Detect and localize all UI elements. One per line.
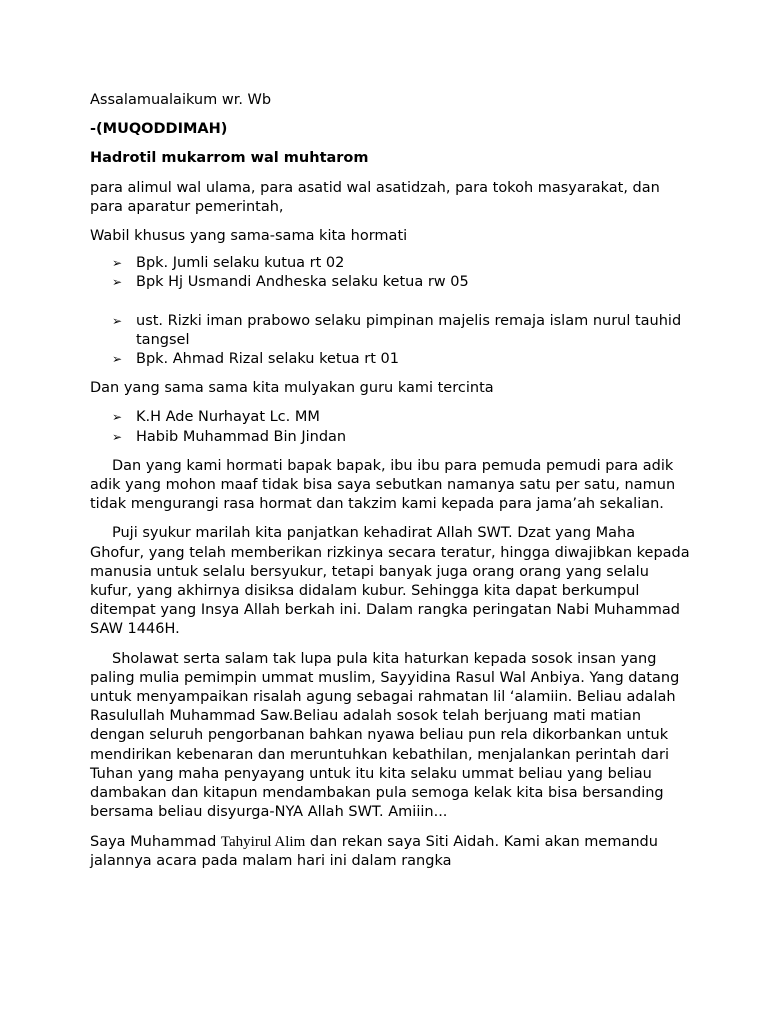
list-item-text: Bpk. Jumli selaku kutua rt 02 <box>136 255 345 272</box>
section-title: -(MUQODDIMAH) <box>90 121 228 138</box>
arrow-bullet-icon: ➢ <box>112 313 123 328</box>
arrow-bullet-icon: ➢ <box>112 256 123 271</box>
address-heading: Hadrotil mukarrom wal muhtarom <box>90 150 369 167</box>
list-item-text: Habib Muhammad Bin Jindan <box>136 428 347 445</box>
special-guest-list-continued <box>90 312 690 370</box>
list-item <box>90 408 690 427</box>
teachers-intro: Dan yang sama sama kita mulyakan guru kami tercinta <box>90 380 494 397</box>
arrow-bullet-icon: ➢ <box>112 429 123 444</box>
list-item <box>90 254 690 273</box>
list-item-text: K.H Ade Nurhayat Lc. MM <box>136 409 320 426</box>
greeting-line: Assalamualaikum wr. Wb <box>90 92 272 108</box>
list-item-text: Bpk. Ahmad Rizal selaku ketua rt 01 <box>136 351 399 368</box>
mc-name: Tahyirul Alim <box>220 833 306 850</box>
arrow-bullet-icon: ➢ <box>112 275 123 290</box>
intro-text-start: Saya Muhammad <box>90 833 221 850</box>
document-page <box>90 91 690 881</box>
address-body: para alimul wal ulama, para asatid wal asatidzah, para tokoh masyarakat, dan para aparatur pemerintah, <box>90 179 660 215</box>
teachers-list <box>90 408 690 446</box>
respect-paragraph: Dan yang kami hormati bapak bapak, ibu ibu para pemuda pemudi para adik adik yang mohon maaf tidak bisa saya sebutkan namanya satu per satu, namun tidak mengurangi rasa hormat dan takzim kami kepada para jama’ah sekalian. <box>90 457 676 513</box>
list-item <box>90 273 690 292</box>
list-item-text: Bpk Hj Usmandi Andheska selaku ketua rw 05 <box>136 274 469 291</box>
arrow-bullet-icon: ➢ <box>112 352 123 367</box>
special-intro: Wabil khusus yang sama-sama kita hormati <box>90 228 408 245</box>
list-item <box>90 312 690 350</box>
intro-paragraph <box>90 833 690 871</box>
empty-line <box>90 293 690 312</box>
praise-paragraph: Puji syukur marilah kita panjatkan kehadirat Allah SWT. Dzat yang Maha Ghofur, yang telah memberikan rizkinya secara teratur, hingga diwajibkan kepada manusia untuk selalu bersyukur, tetapi banyak juga orang orang yang selalu kufur, yang akhirnya disiksa didalam kubur. Sehingga kita dapat berkumpul ditempat yang Insya Allah berkah ini. Dalam rangka peringatan Nabi Muhammad SAW 1446H. <box>90 525 690 638</box>
sholawat-paragraph: Sholawat serta salam tak lupa pula kita haturkan kepada sosok insan yang paling mulia pemimpin ummat muslim, Sayyidina Rasul Wal Anbiya. Yang datang untuk menyampaikan risalah agung sebagai rahmatan lil ‘alamiin. Beliau adalah Rasulullah Muhammad Saw.Beliau adalah sosok telah berjuang mati matian dengan seluruh pengorbanan bahkan nyawa beliau pun rela dikorbankan untuk mendirikan kebenaran dan meruntuhkan kebathilan, menjalankan perintah dari Tuhan yang maha penyayang untuk itu kita selaku ummat beliau yang beliau dambakan dan kitapun mendambakan pula semoga kelak kita bisa bersanding bersama beliau disyurga-NYA Allah SWT. Amiiin... <box>90 650 680 821</box>
list-item-text: ust. Rizki iman prabowo selaku pimpinan majelis remaja islam nurul tauhid tangsel <box>136 312 682 348</box>
arrow-bullet-icon: ➢ <box>112 410 123 425</box>
list-item <box>90 428 690 447</box>
intro-text-end: dan rekan saya Siti Aidah. Kami akan memandu jalannya acara pada malam hari ini dalam rangka <box>90 833 658 869</box>
list-item <box>90 350 690 369</box>
special-guest-list <box>90 254 690 292</box>
